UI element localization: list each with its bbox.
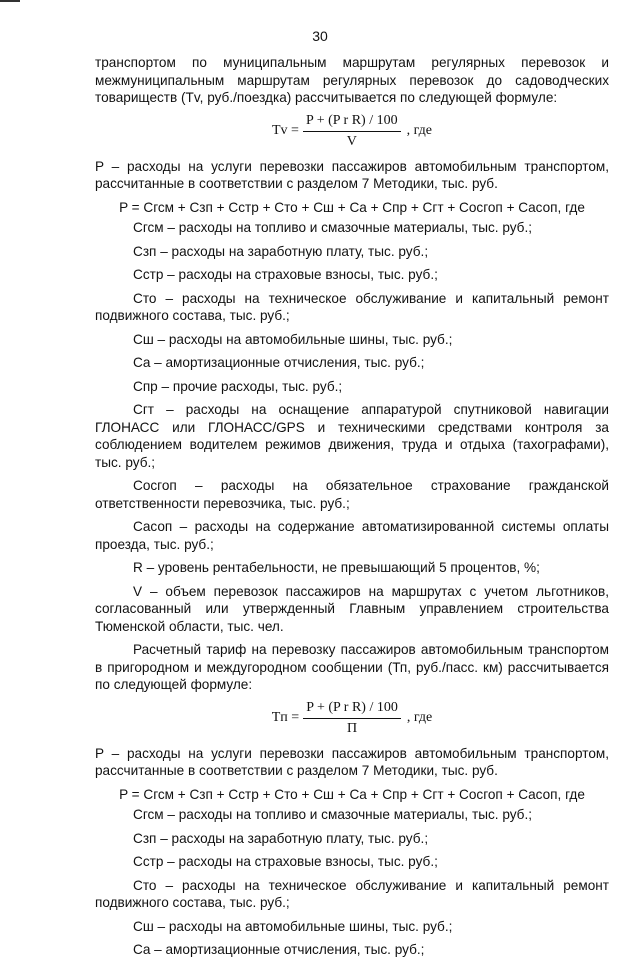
definition-item: Cш – расходы на автомобильные шины, тыс. руб.; <box>133 331 453 347</box>
cost-formula: P = Cгсм + Cзп + Cстр + Cто + Cш + Cа + Cпр + Cгт + Cосгоп + Cасоп, где <box>119 199 585 215</box>
formula-lhs: Tv = <box>272 123 299 138</box>
tariff-paragraph: Расчетный тариф на перевозку пассажиров автомобильным транспортом в пригородном и междугородном сообщении (Тп, руб./пасс. км) рассчитывается по следующей формуле: <box>95 642 609 692</box>
definition-item: Cгт – расходы на оснащение аппаратурой спутниковой навигации ГЛОНАСС или ГЛОНАСС/GPS и техническими средствами контроля за соблюдением водителем режимов движения, труда и отдыха (тахографами), тыс. руб.; <box>95 402 609 470</box>
formula-tail: , где <box>406 710 433 725</box>
definition-item: Cа – амортизационные отчисления, тыс. руб.; <box>133 942 425 957</box>
formula-fraction <box>303 700 401 737</box>
definition-item: Cстр – расходы на страховые взносы, тыс. руб.; <box>133 267 438 282</box>
definition-item: V – объем перевозок пассажиров на маршрутах с учетом льготников, согласованный или утвержденный Главным управлением строительства Тюменской области, тыс. чел. <box>95 583 609 634</box>
formula-denominator: V <box>346 133 357 149</box>
formula-tail: , где <box>406 123 432 138</box>
definition-item: Cш – расходы на автомобильные шины, тыс. руб.; <box>133 918 453 934</box>
definition-item: Cгсм – расходы на топливо и смазочные материалы, тыс. руб.; <box>133 807 533 822</box>
page-number: 30 <box>312 28 328 44</box>
document-body <box>95 54 609 965</box>
definition-item: R – уровень рентабельности, не превышающий 5 процентов, %; <box>133 560 540 575</box>
cost-formula: P = Cгсм + Cзп + Cстр + Cто + Cш + Cа + Cпр + Cгт + Cосгоп + Cасоп, где <box>119 786 585 802</box>
definition-p: P – расходы на услуги перевозки пассажиров автомобильным транспортом, рассчитанные в соответствии с разделом 7 Методики, тыс. руб. <box>95 745 609 778</box>
formula-denominator: П <box>346 720 358 736</box>
definition-item: Cа – амортизационные отчисления, тыс. руб.; <box>133 355 425 370</box>
scan-corner-mark <box>0 0 20 2</box>
definition-item: Cасоп – расходы на содержание автоматизированной системы оплаты проезда, тыс. руб.; <box>95 519 609 552</box>
definition-item: Cто – расходы на техническое обслуживание и капитальный ремонт подвижного состава, тыс. руб.; <box>95 290 609 323</box>
formula-fraction <box>303 113 401 150</box>
definition-item: Cосгоп – расходы на обязательное страхование гражданской ответственности перевозчика, тыс. руб.; <box>95 478 609 511</box>
formula-numerator: P + (P r R) / 100 <box>303 700 401 719</box>
definition-item: Cто – расходы на техническое обслуживание и капитальный ремонт подвижного состава, тыс. руб.; <box>95 877 609 910</box>
definition-item: Cстр – расходы на страховые взносы, тыс. руб.; <box>133 854 438 869</box>
tariff-formula-tv <box>95 113 609 150</box>
definition-item: Cгсм – расходы на топливо и смазочные материалы, тыс. руб.; <box>133 220 533 235</box>
tariff-formula-tp <box>95 700 609 737</box>
formula-numerator: P + (P r R) / 100 <box>303 113 401 132</box>
definition-p: P – расходы на услуги перевозки пассажиров автомобильным транспортом, рассчитанные в соответствии с разделом 7 Методики, тыс. руб. <box>95 158 609 191</box>
definition-item: Cзп – расходы на заработную плату, тыс. руб.; <box>133 243 429 259</box>
intro-paragraph: транспортом по муниципальным маршрутам регулярных перевозок и межмуниципальным маршрутам регулярных перевозок до садоводческих товариществ (Tv, руб./поездка) рассчитывается по следующей формуле: <box>95 55 609 105</box>
definition-item: Cпр – прочие расходы, тыс. руб.; <box>133 378 343 394</box>
definition-item: Cзп – расходы на заработную плату, тыс. руб.; <box>133 830 429 846</box>
formula-lhs: Tп = <box>271 710 300 725</box>
